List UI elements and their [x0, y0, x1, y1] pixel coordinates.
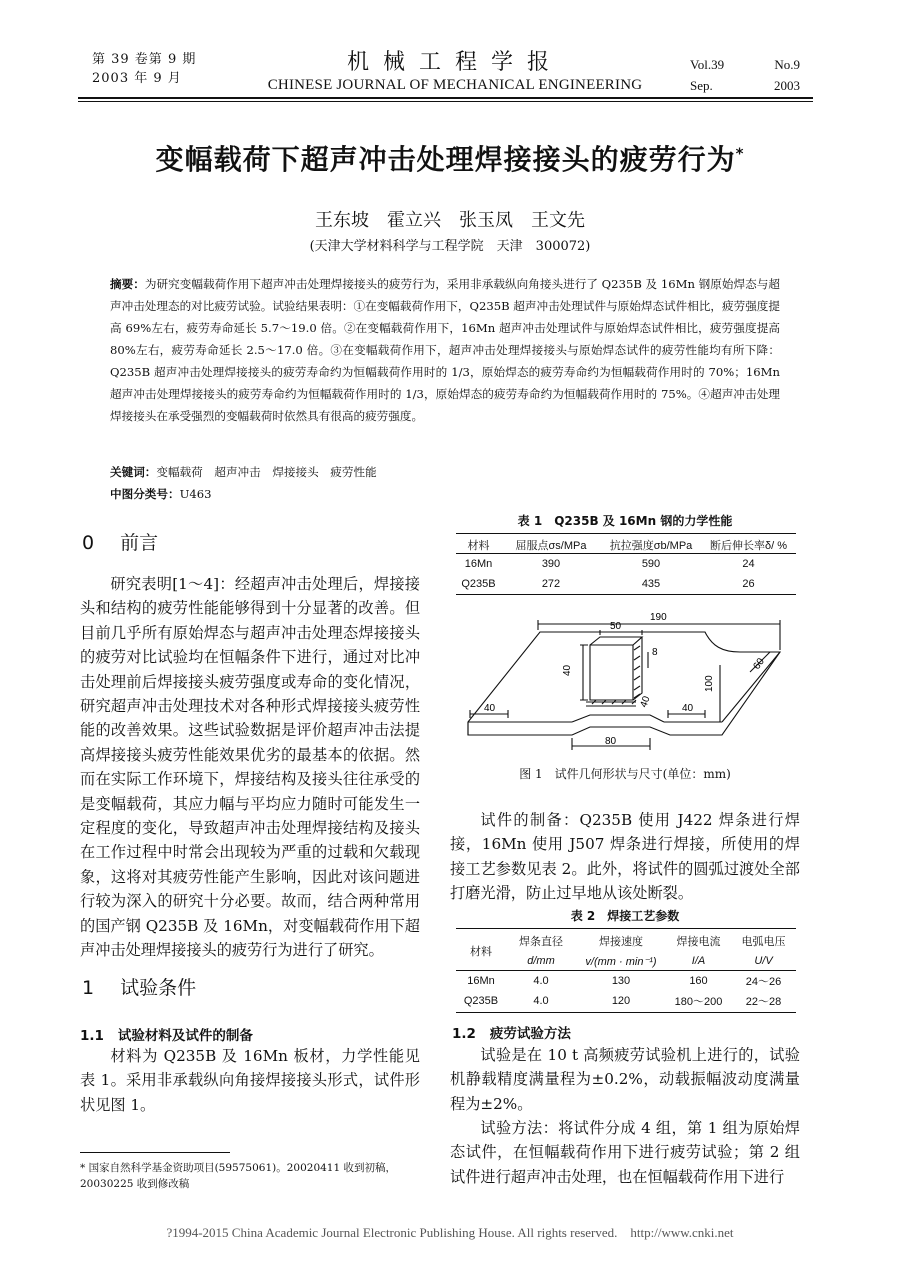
table2-header-cell: 焊接电流: [676, 936, 721, 948]
table2-cell: 130: [611, 975, 631, 987]
dim-label: 40: [638, 694, 653, 710]
abstract-text: 为研究变幅载荷作用下超声冲击处理焊接接头的疲劳行为，采用非承载纵向角接头进行了 Q235B 及 16Mn 钢原始焊态与超声冲击处理态的对比疲劳试验。试验结果表明：①在变幅载荷作用下，Q235B 超声冲击处理试件与原始焊态试件相比，疲劳强度提高 69%左右，疲劳寿命延长 5.7～19.0 倍。②在变幅载荷作用下，16Mn 超声冲击处理试件与原始焊态试件相比，疲劳强度提高 80%左右，疲劳寿命延长 2.5～17.0 倍。③在变幅载荷作用下，超声冲击处理焊接接头与原始焊态试件的疲劳性能均有所下降：Q235B 超声冲击处理焊接接头的疲劳寿命约为恒幅载荷作用时的 1/3，原始焊态的疲劳寿命约为恒幅载荷作用时的 70%；16Mn 超声冲击处理焊接接头的疲劳寿命约为恒幅载荷作用时的 1/3，原始焊态的疲劳寿命约为恒幅载荷作用时的 75%。④超声冲击处理焊接接头在承受强烈的变幅载荷时依然具有很高的疲劳强度。: [110, 277, 780, 423]
subsection-number: 1.2: [452, 1026, 476, 1042]
table1-cell: 435: [641, 578, 661, 590]
subsection-title: 试验材料及试件的制备: [117, 1028, 253, 1044]
issue-volume: 第 39 卷第 9 期: [92, 52, 197, 67]
table2-cell: 22～28: [745, 996, 782, 1008]
year: 2003: [774, 78, 800, 93]
table2-header-cell: 材料: [470, 946, 492, 958]
table1-row: [456, 553, 796, 574]
paper-title: [60, 138, 840, 178]
table2-unit-row: [456, 951, 796, 971]
keywords-label: 关键词：: [110, 465, 157, 479]
table1: [456, 536, 796, 594]
issue-date: 2003 年 9 月: [92, 71, 182, 86]
dim-label: 60: [751, 656, 767, 672]
table2-header-cell: 焊接速度: [599, 936, 643, 948]
table1-header-row: [456, 536, 796, 553]
preparation-paragraph: 试件的制备：Q235B 使用 J422 焊条进行焊接，16Mn 使用 J507 焊条进行焊接，所使用的焊接工艺参数见表 2。此外，将试件的圆弧过渡处全部打磨光滑，防止过早地从该处断裂。: [450, 811, 800, 903]
table1-header-cell: 材料: [467, 539, 490, 552]
table1-bottom-rule: [456, 594, 796, 595]
table1-cell: 26: [742, 578, 755, 590]
section-number: 0: [82, 532, 95, 554]
title-footnote-mark: *: [735, 144, 745, 163]
table1-caption: 表 1 Q235B 及 16Mn 钢的力学性能: [517, 514, 733, 528]
keywords-text: 变幅载荷 超声冲击 焊接接头 疲劳性能: [156, 465, 377, 479]
table1-cell: Q235B: [461, 578, 496, 590]
footnote-rule: [80, 1152, 230, 1153]
table1-cell: 390: [541, 557, 561, 570]
dim-label: 40: [562, 664, 573, 676]
fatigue-method-paragraph-1: 试验是在 10 t 高频疲劳试验机上进行的，试验机静载精度满量程为±0.2%，动载振幅波动度满量程为±2%。: [450, 1046, 800, 1113]
dim-label: 40: [682, 703, 694, 714]
table1-cell: 272: [541, 578, 561, 590]
header-rule-thin: [78, 101, 813, 102]
dim-label: 100: [704, 675, 715, 692]
table1-top-rule: [456, 533, 796, 534]
section-0-heading: [82, 528, 158, 555]
footnote: * 国家自然科学基金资助项目(59575061)。20020411 收到初稿，20030225 收到修改稿: [80, 1162, 397, 1190]
dim-label: 8: [652, 647, 658, 658]
copyright-notice: ?1994-2015 China Academic Journal Electronic Publishing House. All rights reserved. http://www.cnki.net: [166, 1225, 734, 1240]
table2: [456, 931, 796, 1011]
authors: 王东坡 霍立兴 张玉凤 王文先: [315, 210, 585, 231]
table1-cell: 590: [641, 557, 661, 570]
subsection-title: 疲劳试验方法: [489, 1026, 571, 1042]
table2-top-rule: [456, 928, 796, 929]
classification: [110, 483, 710, 505]
journal-name-cn: 机械工程学报: [346, 50, 563, 75]
fatigue-method-paragraph-2: 试验方法：将试件分成 4 组，第 1 组为原始焊态试件，在恒幅载荷作用下进行疲劳试验；第 2 组试件进行超声冲击处理，也在恒幅载荷作用下进行: [450, 1119, 800, 1186]
table2-cell: 4.0: [533, 995, 549, 1007]
dim-label: 50: [610, 621, 622, 632]
table2-cell: 16Mn: [467, 975, 495, 987]
table2-unit-cell: U/V: [754, 955, 773, 967]
table2-cell: 24～26: [745, 976, 782, 988]
subsection-number: 1.1: [80, 1028, 104, 1044]
volume: Vol.39: [690, 57, 725, 72]
abstract: [110, 273, 780, 427]
table1-row: [456, 574, 796, 594]
figure1-caption: 图 1 试件几何形状与尺寸(单位：mm): [519, 767, 731, 781]
classification-text: U463: [179, 487, 212, 501]
table2-header-cell: 焊条直径: [519, 936, 563, 948]
number: No.9: [774, 57, 800, 72]
table2-unit-cell: v/(mm · min⁻¹): [585, 955, 657, 968]
section-1-heading: [82, 973, 196, 1000]
month: Sep.: [690, 78, 713, 93]
table2-unit-cell: d/mm: [527, 955, 555, 967]
table2-cell: 4.0: [533, 975, 549, 987]
section-title: 前言: [120, 532, 159, 554]
table2-row: [456, 991, 796, 1011]
table2-cell: 120: [611, 995, 631, 1007]
table2-caption: 表 2 焊接工艺参数: [570, 909, 680, 923]
table1-header-cell: 抗拉强度σb/MPa: [609, 539, 693, 552]
table1-cell: 16Mn: [464, 557, 493, 570]
table2-row: [456, 971, 796, 991]
title-text: 变幅载荷下超声冲击处理焊接接头的疲劳行为: [155, 143, 736, 176]
header-rule-thick: [78, 97, 813, 99]
table2-unit-cell: I/A: [691, 955, 706, 967]
table2-cell: 160: [689, 975, 708, 987]
abstract-label: 摘要：: [110, 277, 145, 291]
dim-label: 80: [605, 736, 617, 747]
table2-cell: 180～200: [674, 996, 723, 1008]
table1-header-cell: 断后伸长率δ/ %: [709, 539, 788, 552]
table2-header-cell: 电弧电压: [741, 936, 786, 948]
classification-label: 中图分类号：: [110, 487, 180, 501]
issue-info: [92, 50, 196, 88]
table1-header-cell: 屈服点σs/MPa: [515, 539, 587, 552]
materials-paragraph: 材料为 Q235B 及 16Mn 板材，力学性能见表 1。采用非承载纵向角接焊接接头形式，试件形状见图 1。: [80, 1047, 420, 1114]
volume-info: [690, 54, 800, 96]
table2-header-row: [456, 931, 796, 951]
journal-name-en: CHINESE JOURNAL OF MECHANICAL ENGINEERING: [267, 77, 643, 93]
intro-paragraph: 研究表明[1～4]：经超声冲击处理后，焊接接头和结构的疲劳性能能够得到十分显著的改善。但目前几乎所有原始焊态与超声冲击处理态焊接接头的疲劳对比试验均在恒幅条件下进行，通过对比冲击处理前后焊接接头疲劳强度或寿命的变化情况，研究超声冲击处理技术对各种形式焊接接头疲劳性能的改善效果。这些试验数据是评价超声冲击法提高焊接接头疲劳性能效果优劣的最基本的依据。然而在实际工作环境下，焊接结构及接头往往承受的是变幅载荷，其应力幅与平均应力随时可能发生一定程度的变化，导致超声冲击处理焊接结构及接头在工作过程中时常会出现较为严重的过载和欠载现象，这将对其疲劳性能产生影响，因此对该问题进行较为深入的研究十分必要。故而，结合两种常用的国产钢 Q235B 及 16Mn，对变幅载荷作用下超声冲击处理焊接接头的疲劳行为进行了研究。: [80, 575, 420, 960]
section-1-2-heading: [452, 1022, 571, 1042]
affiliation: (天津大学材料科学与工程学院 天津 300072): [309, 239, 591, 254]
keywords: [110, 461, 710, 483]
section-number: 1: [82, 977, 95, 999]
table2-cell: Q235B: [463, 995, 499, 1007]
table2-bottom-rule: [456, 1012, 796, 1013]
dim-label: 190: [650, 612, 667, 623]
section-1-1-heading: [80, 1024, 253, 1044]
section-title: 试验条件: [120, 977, 197, 999]
dim-label: 40: [484, 703, 496, 714]
table1-cell: 24: [742, 557, 755, 570]
specimen-drawing: [450, 610, 800, 760]
